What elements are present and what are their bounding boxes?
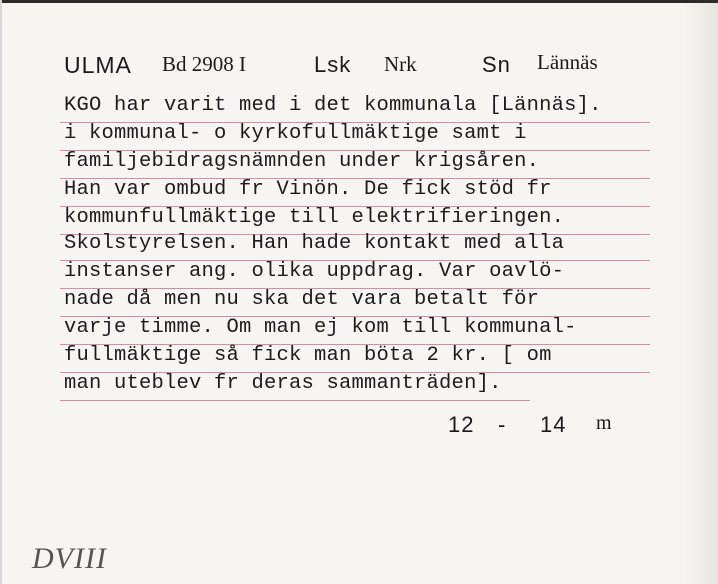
header-volume: Bd 2908 I <box>162 52 246 76</box>
text-line-5: kommunfullmäktige till elektrifieringen. <box>64 206 565 229</box>
text-line-3: familjebidragsnämnden under krigsåren. <box>64 150 540 173</box>
header-surname: ULMA <box>64 52 132 78</box>
text-line-7: instanser ang. olika uppdrag. Var oavlö- <box>64 260 565 283</box>
footer-to: 14 <box>540 412 567 437</box>
scan-shadow <box>684 0 718 584</box>
text-line-9: varje timme. Om man ej kom till kommunal- <box>64 316 577 339</box>
ruled-line <box>60 400 530 401</box>
text-line-4: Han var ombud fr Vinön. De fick stöd fr <box>64 178 552 201</box>
card-top-edge <box>2 0 718 3</box>
header-province: Lsk <box>314 52 352 77</box>
text-line-10: fullmäktige så fick man böta 2 kr. [ om <box>64 344 552 367</box>
header-subject: Nrk <box>384 52 417 76</box>
footer-from: 12 <box>448 412 475 437</box>
footer-dash: - <box>498 412 507 437</box>
footer-unit: m <box>596 412 612 434</box>
header-parish-label: Sn <box>482 52 511 77</box>
text-line-2: i kommunal- o kyrkofullmäktige samt i <box>64 122 527 145</box>
text-line-11: man uteblev fr deras sammanträden]. <box>64 372 502 395</box>
handwritten-mark: DVIII <box>32 542 107 575</box>
text-line-1: KGO har varit med i det kommunala [Lännäs]. <box>64 94 602 117</box>
text-line-8: nade då men nu ska det vara betalt för <box>64 288 540 311</box>
header-parish: Lännäs <box>537 50 598 74</box>
text-line-6: Skolstyrelsen. Han hade kontakt med alla <box>64 232 565 255</box>
